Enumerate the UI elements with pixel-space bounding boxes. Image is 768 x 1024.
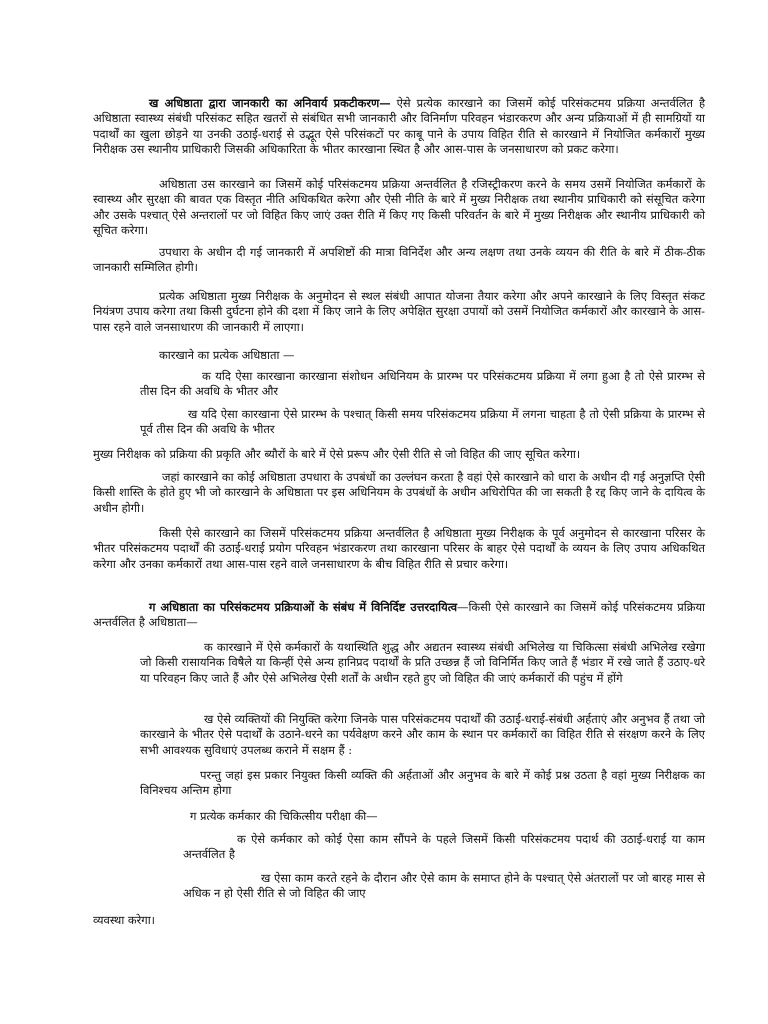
ga-proviso: परन्तु जहां इस प्रकार नियुक्त किसी व्यक्ति की अर्हताओं और अनुभव के बारे में कोई प्रश्न उठता है वहां मुख्य निरीक्षक का विनिश्चय अन्तिम होगा <box>140 768 705 798</box>
ga-item-kha-appointment: ख ऐसे व्यक्तियों की नियुक्ति करेगा जिनके पास परिसंकटमय पदार्थों की उठाई-धराई-संबंधी अर्हताएं और अनुभव हैं तथा जो कारखाने के भीतर ऐसे पदार्थों के उठाने-धरने का पर्यवेक्षण करने और काम के स्थान पर कर्मकारों का विहित रीति से संरक्षण करने के लिए सभी आवश्यक सुविधाएं उपलब्ध कराने में सक्षम हैं : <box>140 712 705 757</box>
paragraph-waste-info: उपधारा के अधीन दी गई जानकारी में अपशिष्टों की मात्रा विनिर्देश और अन्य लक्षण तथा उनके व्ययन की रीति के बारे में ठीक-ठीक जानकारी सम्मिलित होगी। <box>93 245 705 275</box>
paragraph-emergency-plan: प्रत्येक अधिष्ठाता मुख्य निरीक्षक के अनुमोदन से स्थल संबंधी आपात योजना तैयार करेगा और अपने कारखाने के लिए विस्तृत संकट नियंत्रण उपाय करेगा तथा किसी दुर्घटना होने की दशा में किए जाने के लिए अपेक्षित सुरक्षा उपायों को उसमें नियोजित कर्मकारों और कारखाने के आस-पास रहने वाले जनसाधारण की जानकारी में लाएगा। <box>93 289 705 334</box>
paragraph-policy: अधिष्ठाता उस कारखाने का जिसमें कोई परिसंकटमय प्रक्रिया अन्तर्वलित है रजिस्ट्रीकरण करने के समय उसमें नियोजित कर्मकारों के स्वास्थ्य और सुरक्षा की बावत एक विस्तृत नीति अधिकथित करेगा और ऐसी नीति के बारे में मुख्य निरीक्षक तथा स्थानीय प्राधिकारी को संसूचित करेगा और उसके पश्चात् ऐसे अन्तरालों पर जो विहित किए जाएं उक्त रीति में किए गए किसी परिवर्तन के बारे में मुख्य निरीक्षक और स्थानीय प्राधिकारी को सूचित करेगा। <box>93 177 705 238</box>
medical-exam-kha: ख ऐसा काम करते रहने के दौरान और ऐसे काम के समाप्त होने के पश्चात् ऐसे अंतरालों पर जो बारह मास से अधिक न हो ऐसी रीति से जो विहित की जाए <box>183 871 705 901</box>
section-kha-heading: ख अधिष्ठाता द्वारा जानकारी का अनिवार्य प्रकटीकरण— <box>149 96 391 110</box>
section-ga-heading: ग अधिष्ठाता का परिसंकटमय प्रक्रियाओं के संबंध में विनिर्दिष्ट उत्तरदायित्व <box>149 600 458 614</box>
paragraph-every-occupier: कारखाने का प्रत्येक अधिष्ठाता — <box>159 348 295 362</box>
clause-ka-commencement: क यदि ऐसा कारखाना कारखाना संशोधन अधिनियम के प्रारम्भ पर परिसंकटमय प्रक्रिया में लगा हुआ है तो ऐसे प्रारम्भ से तीस दिन की अवधि के भीतर और <box>140 369 705 399</box>
clause-kha-after-commencement: ख यदि ऐसा कारखाना ऐसे प्रारम्भ के पश्चात् किसी समय परिसंकटमय प्रक्रिया में लगना चाहता है तो ऐसी प्रक्रिया के प्रारम्भ से पूर्व तीस दिन की अवधि के भीतर <box>140 407 705 437</box>
paragraph-disposal-measures: किसी ऐसे कारखाने का जिसमें परिसंकटमय प्रक्रिया अन्तर्वलित है अधिष्ठाता मुख्य निरीक्षक के पूर्व अनुमोदन से कारखाना परिसर के भीतर परिसंकटमय पदार्थों की उठाई-धराई प्रयोग परिवहन भंडारकरण तथा कारखाना परिसर के बाहर ऐसे पदार्थों के व्ययन के लिए उपाय अधिकथित करेगा और उनका कर्मकारों तथा आस-पास रहने वाले जनसाधारण के बीच विहित रीति से प्रचार करेगा। <box>93 526 705 571</box>
closing-text: व्यवस्था करेगा। <box>93 913 155 927</box>
section-ga-text: —किसी ऐसे कारखाने का जिसमें कोई परिसंकटमय प्रक्रिया अन्तर्वलित है अधिष्ठाता— <box>93 600 705 630</box>
ga-item-ka-records: क कारखाने में ऐसे कर्मकारों के यथास्थिति शुद्ध और अद्यतन स्वास्थ्य संबंधी अभिलेख या चिकित्सा संबंधी अभिलेख रखेगा जो किसी रासायनिक विषैले या किन्हीं ऐसे अन्य हानिप्रद पदार्थों के प्रति उच्छन्न हैं जो विनिर्मित किए जाते हैं भंडार में रखे जाते हैं उठाए-धरे या परिवहन किए जाते हैं और ऐसे अभिलेख ऐसी शर्तों के अधीन रहते हुए जो विहित की जाएं कर्मकारों की पहुंच में होंगे <box>140 640 705 685</box>
section-ga-paragraph <box>93 600 705 631</box>
section-kha-paragraph <box>93 96 705 158</box>
paragraph-inform-inspector: मुख्य निरीक्षक को प्रक्रिया की प्रकृति और ब्यौरों के बारे में ऐसे प्ररूप और ऐसी रीति से जो विहित की जाए सूचित करेगा। <box>93 447 581 461</box>
ga-item-ga-medical-exam: ग प्रत्येक कर्मकार की चिकित्सीय परीक्षा की— <box>190 809 378 823</box>
paragraph-licence-cancel: जहां कारखाने का कोई अधिष्ठाता उपधारा के उपबंधों का उल्लंघन करता है वहां ऐसे कारखाने को धारा के अधीन दी गई अनुज्ञप्ति ऐसी किसी शास्ति के होते हुए भी जो कारखाने के अधिष्ठाता पर इस अधिनियम के उपबंधों के अधीन अधिरोपित की जा सकती है रद्द किए जाने के दायित्व के अधीन होगी। <box>93 470 705 515</box>
section-kha-text: ऐसे प्रत्येक कारखाने का जिसमें कोई परिसंकटमय प्रक्रिया अन्तर्वलित है अधिष्ठाता स्वास्थ्य संबंधी परिसंकट सहित खतरों से संबंधित सभी जानकारी और विनिर्माण परिवहन भंडारकरण और अन्य प्रक्रियाओं में ही सामग्रियों या पदार्थों का खुला छोड़ने या उनकी उठाई-धराई से उद्भूत ऐसे परिसंकटों पर काबू पाने के उपाय विहित रीति से कारखाने में नियोजित कर्मकारों मुख्य निरीक्षक उस स्थानीय प्राधिकारी जिसकी अधिकारिता के भीतर कारखाना स्थित है और आस-पास के जनसाधारण को प्रकट करेगा। <box>93 96 706 157</box>
medical-exam-ka: क ऐसे कर्मकार को कोई ऐसा काम सौंपने के पहले जिसमें किसी परिसंकटमय पदार्थ की उठाई-धराई या काम अन्तर्वलित है <box>183 832 705 862</box>
